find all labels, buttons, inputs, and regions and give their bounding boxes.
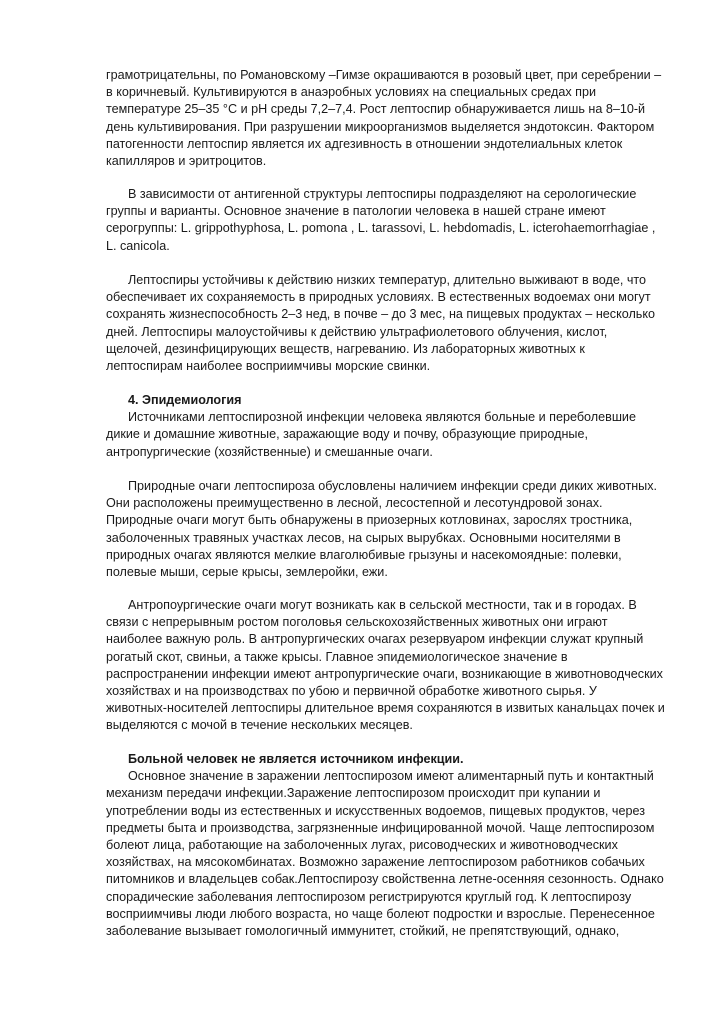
paragraph-resistance (106, 272, 680, 375)
text-line: механизм передачи инфекции.Заражение лептоспирозом происходит при купании и (106, 786, 601, 801)
section-epidemiology (106, 392, 680, 461)
paragraph-anthropurgic-foci (106, 597, 680, 735)
text-line: животных-носителей лептоспиры длительное время сохраняются в извитых канальцах почек и (106, 701, 665, 716)
text-line: сохранять жизнеспособность 2–3 нед, в почве – до 3 мес, на пищевых продуктах – несколько (106, 307, 656, 322)
text-line: выделяются с мочой в течение нескольких месяцев. (106, 718, 413, 733)
text-line: капилляров и эритроцитов. (106, 154, 267, 169)
text-line: Они расположены преимущественно в лесной, лесостепной и лесотундровой зонах. (106, 496, 603, 511)
paragraph-serogroups (106, 186, 680, 255)
text-line: щелочей, дезинфицирующих веществ, нагреванию. Из лабораторных животных к (106, 341, 585, 356)
text-line: антропургические (хозяйственные) и смешанные очаги. (106, 444, 433, 459)
text-line: рогатый скот, свиньи, а также крысы. Главное эпидемиологическое значение в (106, 649, 568, 664)
text-line: Антропоургические очаги могут возникать как в сельской местности, так и в городах. В (128, 598, 637, 612)
paragraph-natural-foci (106, 478, 680, 581)
text-line: питомников и владельцев собак.Лептоспирозу свойственна летне-осенняя сезонность. Однако (106, 872, 664, 887)
text-line: грамотрицательны, по Романовскому –Гимзе окрашиваются в розовый цвет, при серебрении – (106, 68, 662, 82)
section-heading: 4. Эпидемиология (128, 393, 242, 407)
text-line: день культивирования. При разрушении микроорганизмов выделяется эндотоксин. Фактором (106, 119, 655, 134)
text-line: дней. Лептоспиры малоустойчивы к действию ультрафиолетового облучения, кислот, (106, 324, 608, 339)
text-line: лептоспирам наиболее восприимчивы морские свинки. (106, 359, 431, 374)
text-line: хозяйствах и на производствах по убою и первичной обработке животного сырья. У (106, 684, 597, 699)
text-line: заболевание вызывает гомологичный иммунитет, стойкий, не препятствующий, однако, (106, 924, 620, 939)
text-line: Природные очаги лептоспироза обусловлены наличием инфекции среди диких животных. (128, 479, 658, 493)
text-line: Лептоспиры устойчивы к действию низких температур, длительно выживают в воде, что (128, 273, 647, 287)
text-line: Источниками лептоспирозной инфекции человека являются больные и переболевшие (128, 410, 636, 425)
text-line: В зависимости от антигенной структуры лептоспиры подразделяют на серологические (128, 187, 637, 201)
text-line: Основное значение в заражении лептоспирозом имеют алиментарный путь и контактный (128, 769, 654, 784)
text-line: патогенности лептоспир является их адгезивность в отношении эндотелиальных клеток (106, 136, 623, 151)
paragraph-morphology (106, 67, 680, 170)
text-line: предметы быта и производства, загрязненные инфицированной мочой. Чаще лептоспирозом (106, 820, 655, 835)
text-line: болеют лица, работающие на заболоченных лугах, рисоводческих и животноводческих (106, 838, 618, 853)
text-line: употреблении воды из естественных и искусственных водоемов, пищевых продуктов, через (106, 803, 645, 818)
text-line: распространении инфекции имеют антропургические очаги, возникающие в животноводческих (106, 666, 663, 681)
text-line: спорадические заболевания лептоспирозом регистрируются круглый год. К лептоспирозу (106, 889, 632, 904)
text-line: температуре 25–35 °С и pH среды 7,2–7,4. Рост лептоспир обнаруживается лишь на 8–10-й (106, 102, 646, 117)
section-transmission (106, 751, 680, 940)
text-line: группы и варианты. Основное значение в патологии человека в нашей стране имеют (106, 204, 606, 219)
text-line: восприимчивы люди любого возраста, но чаще болеют подростки и взрослые. Перенесенное (106, 906, 655, 921)
text-line: хозяйствах, на мясокомбинатах. Возможно заражение лептоспирозом работников собачьих (106, 855, 645, 870)
text-line: серогруппы: L. grippothyphosa, L. pomona , L. tarassovi, L. hebdomadis, L. icterohaemorrhagiae , (106, 221, 656, 236)
text-line: L. canicola. (106, 238, 170, 253)
bold-statement: Больной человек не является источником инфекции. (128, 752, 464, 766)
text-line: наиболее важную роль. В антропургических очагах резервуаром инфекции служат крупный (106, 632, 644, 647)
text-line: в коричневый. Культивируются в анаэробных условиях на специальных средах при (106, 85, 597, 100)
text-line: заболоченных травяных участках лесов, на сырых вырубках. Основными носителями в (106, 530, 621, 545)
text-line: полевые мыши, серые крысы, землеройки, ежи. (106, 565, 388, 580)
text-line: связи с непрерывным ростом поголовья сельскохозяйственных животных они играют (106, 615, 608, 630)
text-line: Природные очаги могут быть обнаружены в приозерных котловинах, зарослях тростника, (106, 513, 633, 528)
text-line: природных очагах являются мелкие влаголюбивые грызуны и насекомоядные: полевки, (106, 547, 622, 562)
text-line: обеспечивает их сохраняемость в природных условиях. В естественных водоемах они могут (106, 290, 651, 305)
text-line: дикие и домашние животные, заражающие воду и почву, образующие природные, (106, 427, 588, 442)
